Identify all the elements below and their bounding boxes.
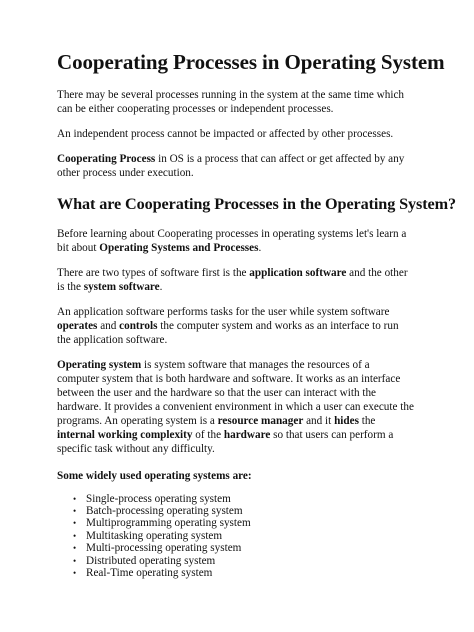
term-operates: operates <box>57 319 98 332</box>
list-item-label: Multitasking operating system <box>86 529 223 542</box>
text-run: and the other is the <box>57 266 408 293</box>
term-application-software: application software <box>249 266 347 279</box>
bullet-icon: • <box>73 506 77 517</box>
intro-paragraph-3 <box>57 152 414 180</box>
text-run: There are two types of software first is the <box>57 266 250 279</box>
bullet-icon: • <box>73 543 77 554</box>
section-heading: What are Cooperating Processes in the Operating System? <box>57 195 456 214</box>
bullet-icon: • <box>73 555 77 566</box>
list-item <box>73 530 414 542</box>
term-cooperating-process: Cooperating Process <box>57 153 156 166</box>
term-operating-system: Operating system <box>57 358 142 371</box>
section-paragraph-2 <box>57 266 414 294</box>
section-paragraph-1 <box>57 227 414 255</box>
list-item <box>73 567 414 579</box>
text-run: of the <box>192 428 224 441</box>
text-run: and <box>97 319 120 332</box>
list-item-label: Real-Time operating system <box>86 567 213 580</box>
list-heading: Some widely used operating systems are: <box>57 469 252 482</box>
list-item <box>73 493 414 505</box>
list-item <box>73 505 414 517</box>
os-list <box>57 493 414 580</box>
list-item-label: Distributed operating system <box>86 554 216 567</box>
term-system-software: system software <box>83 280 160 293</box>
bullet-icon: • <box>73 493 77 504</box>
list-item-label: Multiprogramming operating system <box>86 517 251 530</box>
text-run: . <box>159 280 163 293</box>
text-run: the <box>358 414 376 427</box>
bullet-icon: • <box>73 518 77 529</box>
text-run: so that users can perform a specific task without any difficulty. <box>57 428 394 455</box>
term-resource-manager: resource manager <box>217 414 304 427</box>
text-run: is system software that manages the resources of a computer system that is both hardware and software. It works as an interface between the user and the hardware so that the user can interact with the hardware. It provides a convenient environment in which a user can execute the programs. An operating system is a <box>57 358 414 427</box>
list-item-label: Single-process operating system <box>86 492 231 505</box>
section-paragraph-4 <box>57 358 414 456</box>
text-run: and it <box>303 414 335 427</box>
section-paragraph-3 <box>57 305 414 347</box>
term-os-and-processes: Operating Systems and Processes <box>99 241 259 254</box>
intro-paragraph-3-text: in OS is a process that can affect or get affected by any other process under execution. <box>57 153 405 180</box>
text-run: An application software performs tasks for the user while system software <box>57 305 390 318</box>
text-run: . <box>258 241 262 254</box>
term-hardware: hardware <box>223 428 271 441</box>
bullet-icon: • <box>73 568 77 579</box>
term-internal-working-complexity: internal working complexity <box>57 428 193 441</box>
list-item-label: Multi-processing operating system <box>86 542 242 555</box>
term-hides: hides <box>334 414 359 427</box>
list-item <box>73 542 414 554</box>
intro-paragraph-2: An independent process cannot be impacted or affected by other processes. <box>57 128 394 141</box>
list-item-label: Batch-processing operating system <box>86 505 243 518</box>
list-item <box>73 517 414 529</box>
page-title: Cooperating Processes in Operating System <box>57 50 445 74</box>
list-item <box>73 555 414 567</box>
text-run: the computer system and works as an interface to run the application software. <box>57 319 399 346</box>
text-run: Before learning about Cooperating processes in operating systems let's learn a bit about <box>57 227 407 254</box>
bullet-icon: • <box>73 530 77 541</box>
intro-paragraph-1: There may be several processes running in the system at the same time which can be either cooperating processes or independent processes. <box>57 89 405 116</box>
term-controls: controls <box>119 319 158 332</box>
